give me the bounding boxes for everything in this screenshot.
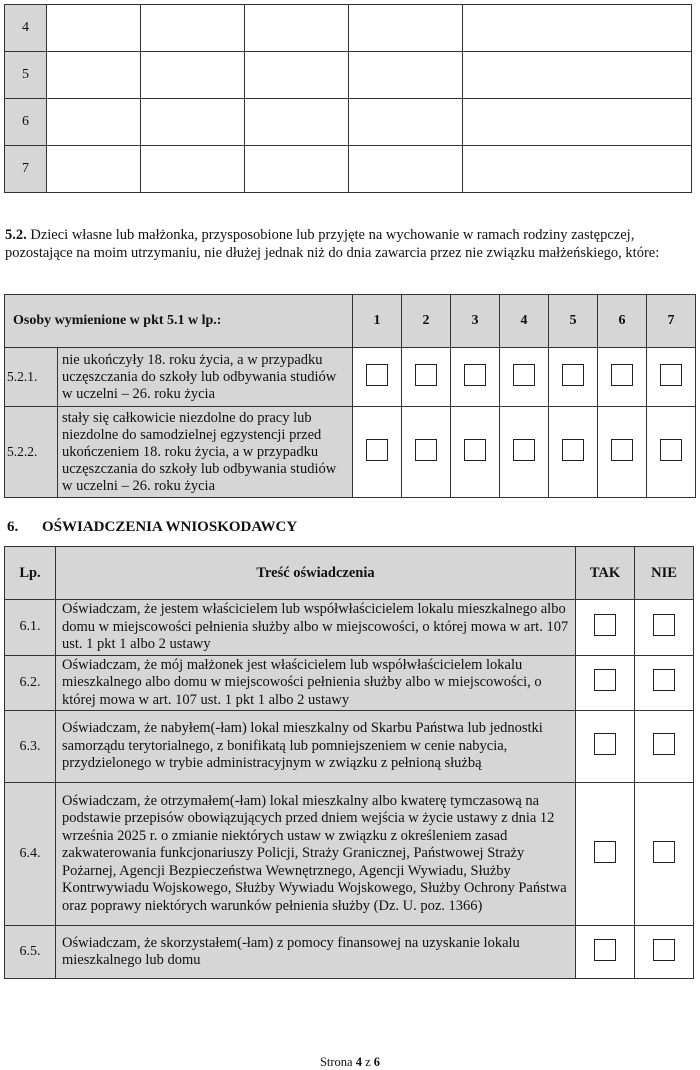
row-number: 7 [5,146,47,193]
column-header-content: Treść oświadczenia [56,547,576,600]
page-footer: Strona 4 z 6 [319,1055,381,1069]
input-cell[interactable] [245,146,349,193]
checkbox[interactable] [611,439,633,461]
table-row [5,926,694,979]
row-number: 6.5. [5,926,56,979]
section-text: Dzieci własne lub małżonka, przysposobione lub przyjęte na wychowanie w ramach rodziny zastępczej, pozostające na moim utrzymaniu, nie dłużej jednak niż do dnia zawarcia przez nie związku małżeńskiego, które: [5,227,660,261]
table-header [5,295,696,348]
row-text: Oświadczam, że otrzymałem(-łam) lokal mieszkalny albo kwaterę tymczasową na podstawie przepisów obowiązujących przed dniem wejścia w życie ustawy z dnia 12 września 2025 r. o zmianie niektórych ustaw w związku z określeniem zasad zakwaterowania funkcjonariuszy Policji, Straży Granicznej, Państwowej Straży Pożarnej, Agencji Bezpieczeństwa Wewnętrznego, Agencji Wywiadu, Służby Kontrwywiadu Wojskowego, Służby Wywiadu Wojskowego, Służby Ochrony Państwa oraz poprawy niektórych warunków pełnienia służby (Dz. U. poz. 1366) [56,783,576,926]
checkbox[interactable] [464,364,486,386]
table-row [5,99,692,146]
input-cell[interactable] [141,146,245,193]
input-cell[interactable] [349,99,463,146]
checkbox[interactable] [611,364,633,386]
checkbox[interactable] [366,364,388,386]
row-number: 6 [5,99,47,146]
input-cell[interactable] [245,99,349,146]
input-cell[interactable] [47,146,141,193]
checkbox[interactable] [660,364,682,386]
current-page: 4 [355,1055,362,1069]
row-number: 5 [5,52,47,99]
table-row [5,407,696,498]
table-row [5,348,696,407]
checkbox[interactable] [415,364,437,386]
checkbox-yes[interactable] [594,614,616,636]
column-header: 4 [500,295,549,348]
row-text: Oświadczam, że jestem właścicielem lub współwłaścicielem lokalu mieszkalnego albo domu w miejscowości pełnienia służby albo w miejscowości, o której mowa w art. 107 ust. 1 pkt 1 albo 2 ustawy [56,600,576,656]
row-number: 4 [5,5,47,52]
input-cell[interactable] [463,5,692,52]
row-number: 6.4. [5,783,56,926]
row-number: 6.2. [5,655,56,711]
input-cell[interactable] [47,5,141,52]
table-header [5,547,694,600]
checkbox-no[interactable] [653,614,675,636]
input-cell[interactable] [349,146,463,193]
input-cell[interactable] [141,99,245,146]
table-row [5,655,694,711]
section-6-heading: 6. OŚWIADCZENIA WNIOSKODAWCY [7,519,298,535]
checkbox[interactable] [366,439,388,461]
checkbox[interactable] [562,364,584,386]
column-header: 7 [647,295,696,348]
row-number: 5.2.2. [5,407,58,498]
column-header: 2 [402,295,451,348]
total-pages: 6 [373,1055,381,1069]
input-cell[interactable] [463,146,692,193]
checkbox[interactable] [513,439,535,461]
section-number: 5.2. [5,227,27,243]
input-cell[interactable] [349,52,463,99]
column-header: 1 [353,295,402,348]
header-label: Osoby wymienione w pkt 5.1 w lp.: [5,295,353,348]
table-row [5,5,692,52]
checkbox[interactable] [660,439,682,461]
table-row [5,711,694,783]
row-text: nie ukończyły 18. roku życia, a w przypadku uczęszczania do szkoły lub odbywania studiów w uczelni – 26. roku życia [58,348,353,407]
table-row [5,783,694,926]
input-cell[interactable] [349,5,463,52]
column-header-lp: Lp. [5,547,56,600]
section-5-2-intro [5,226,695,262]
table-5-1-continuation [4,4,692,193]
checkbox[interactable] [562,439,584,461]
checkbox-yes[interactable] [594,939,616,961]
checkbox-no[interactable] [653,669,675,691]
checkbox-yes[interactable] [594,841,616,863]
row-number: 6.1. [5,600,56,656]
input-cell[interactable] [463,99,692,146]
row-text: Oświadczam, że mój małżonek jest właścicielem lub współwłaścicielem lokalu mieszkalnego albo domu w miejscowości pełnienia służby albo w miejscowości, o której mowa w art. 107 ust. 1 pkt 1 albo 2 ustawy [56,655,576,711]
checkbox[interactable] [513,364,535,386]
checkbox-yes[interactable] [594,669,616,691]
checkbox-no[interactable] [653,939,675,961]
column-header: 6 [598,295,647,348]
checkbox-yes[interactable] [594,733,616,755]
row-text: Oświadczam, że skorzystałem(-łam) z pomocy finansowej na uzyskanie lokalu mieszkalnego lub domu [56,926,576,979]
row-text: stały się całkowicie niezdolne do pracy lub niezdolne do samodzielnej egzystencji przed ukończeniem 18. roku życia, a w przypadku uczęszczania do szkoły lub odbywania studiów w uczelni – 26. roku życia [58,407,353,498]
column-header: 5 [549,295,598,348]
table-5-2 [4,294,696,498]
column-header-no: NIE [635,547,694,600]
input-cell[interactable] [47,52,141,99]
table-6-declarations [4,546,694,979]
row-number: 5.2.1. [5,348,58,407]
input-cell[interactable] [47,99,141,146]
column-header: 3 [451,295,500,348]
checkbox[interactable] [415,439,437,461]
table-row [5,52,692,99]
input-cell[interactable] [141,52,245,99]
input-cell[interactable] [463,52,692,99]
table-row [5,600,694,656]
checkbox-no[interactable] [653,841,675,863]
table-row [5,146,692,193]
row-text: Oświadczam, że nabyłem(-łam) lokal mieszkalny od Skarbu Państwa lub jednostki samorządu terytorialnego, z bonifikatą lub pomniejszeniem w cenie nabycia, przydzielonego w trybie administracyjnym w związku z pełnioną służbą [56,711,576,783]
input-cell[interactable] [245,52,349,99]
row-number: 6.3. [5,711,56,783]
input-cell[interactable] [245,5,349,52]
checkbox[interactable] [464,439,486,461]
checkbox-no[interactable] [653,733,675,755]
input-cell[interactable] [141,5,245,52]
column-header-yes: TAK [576,547,635,600]
